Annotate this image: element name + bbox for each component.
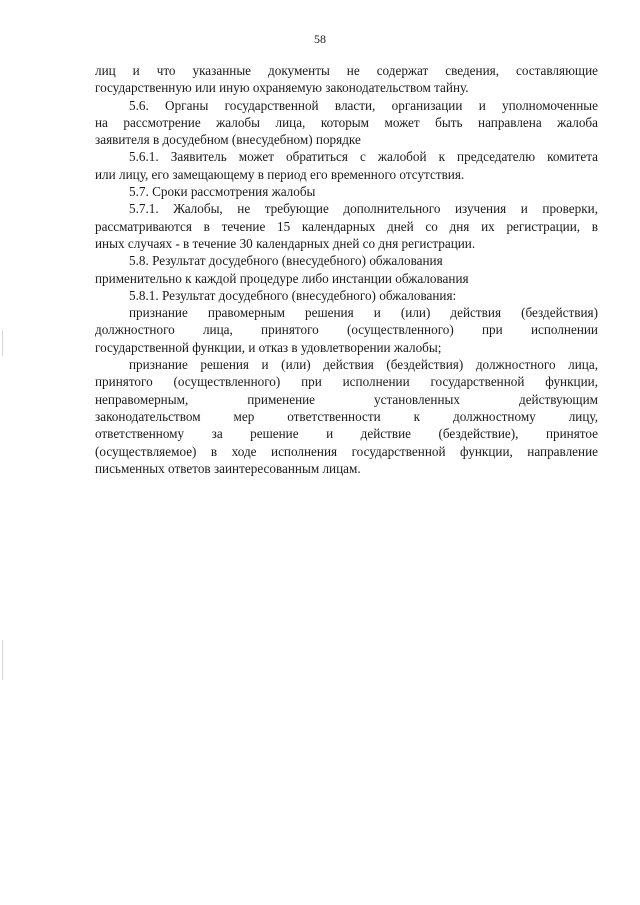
text-line: принятого (осуществленного) при исполнении государственной функции, <box>95 374 598 390</box>
text-line: на рассмотрение жалобы лица, которым может быть направлена жалоба <box>95 114 598 130</box>
text-line: 5.8. Результат досудебного (внесудебного) обжалования <box>129 253 443 269</box>
text-line: иных случаях - в течение 30 календарных дней со дня регистрации. <box>95 235 476 251</box>
text-line: государственной функции, и отказ в удовлетворении жалобы; <box>95 339 442 355</box>
paragraph <box>95 252 598 287</box>
paragraph <box>95 200 598 252</box>
paragraph <box>95 148 598 183</box>
paragraph <box>95 356 598 477</box>
document-body <box>95 62 598 477</box>
text-line: признание решения и (или) действия (бездействия) должностного лица, <box>129 357 598 373</box>
text-line: (осуществляемое) в ходе исполнения государственной функции, направление <box>95 443 598 459</box>
text-line: применительно к каждой процедуре либо инстанции обжалования <box>95 270 469 286</box>
scan-edge-mark <box>2 330 3 356</box>
text-line: 5.7. Сроки рассмотрения жалобы <box>129 184 316 200</box>
text-line: рассматриваются в течение 15 календарных дней со дня их регистрации, в <box>95 218 598 234</box>
paragraph <box>95 304 598 356</box>
page-number: 58 <box>314 32 326 46</box>
paragraph <box>95 97 598 149</box>
text-line: законодательством мер ответственности к должностному лицу, <box>95 408 598 424</box>
text-line: ответственному за решение и действие (бездействие), принятое <box>95 426 598 442</box>
text-line: или лицу, его замещающему в период его временного отсутствия. <box>95 166 465 182</box>
text-line: должностного лица, принятого (осуществленного) при исполнении <box>95 322 598 338</box>
text-line: письменных ответов заинтересованным лицам. <box>95 460 361 476</box>
text-line: заявителя в досудебном (внесудебном) порядке <box>95 132 361 148</box>
paragraph <box>95 62 598 97</box>
text-line: 5.8.1. Результат досудебного (внесудебного) обжалования: <box>129 287 457 303</box>
text-line: 5.7.1. Жалобы, не требующие дополнительного изучения и проверки, <box>129 201 598 217</box>
text-line: лиц и что указанные документы не содержат сведения, составляющие <box>95 63 598 78</box>
text-line: неправомерным, применение установленных действующим <box>95 391 598 407</box>
paragraph <box>95 183 598 200</box>
text-line: 5.6.1. Заявитель может обратиться с жалобой к председателю комитета <box>129 149 598 165</box>
paragraph <box>95 287 598 304</box>
scan-edge-mark <box>2 640 3 680</box>
text-line: 5.6. Органы государственной власти, организации и уполномоченные <box>129 97 598 113</box>
text-line: признание правомерным решения и (или) действия (бездействия) <box>129 305 598 321</box>
text-line: государственную или иную охраняемую законодательством тайну. <box>95 80 469 96</box>
